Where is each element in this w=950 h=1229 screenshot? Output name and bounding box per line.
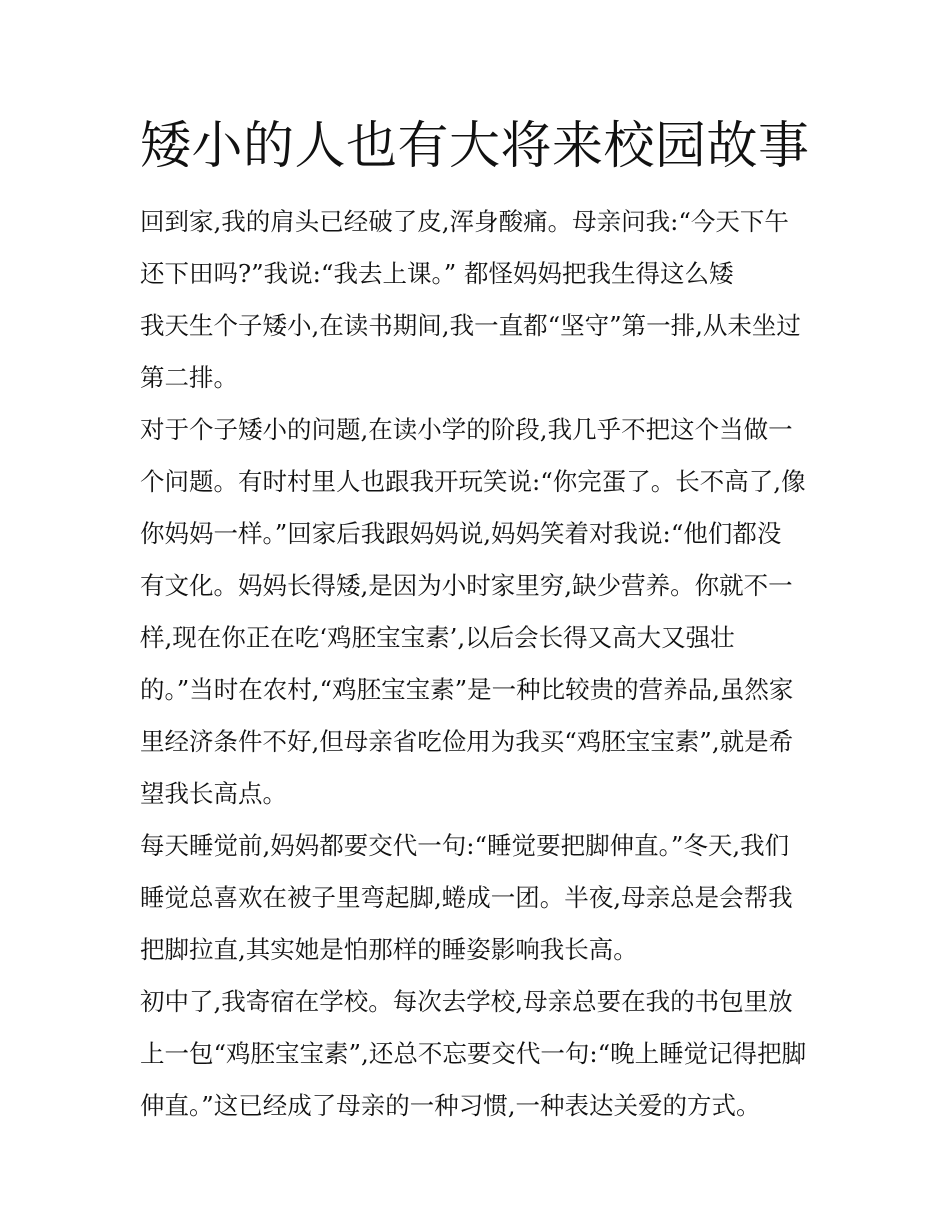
- text-line: 伸直。”这已经成了母亲的一种习惯,一种表达关爱的方式。: [140, 1091, 761, 1120]
- text-line: 个问题。有时村里人也跟我开玩笑说:“你完蛋了。长不高了,像: [140, 467, 806, 496]
- text-line: 里经济条件不好,但母亲省吃俭用为我买“鸡胚宝宝素”,就是希: [140, 727, 794, 756]
- text-line: 回到家,我的肩头已经破了皮,浑身酸痛。母亲问我:“今天下午: [140, 207, 789, 236]
- text-line: 我天生个子矮小,在读书期间,我一直都“坚守”第一排,从未坐过: [140, 311, 801, 340]
- text-line: 还下田吗?”我说:“我去上课。” 都怪妈妈把我生得这么矮: [140, 259, 734, 288]
- text-line: 对于个子矮小的问题,在读小学的阶段,我几乎不把这个当做一: [140, 415, 793, 444]
- document-title: 矮小的人也有大将来校园故事: [140, 117, 810, 176]
- text-line: 睡觉总喜欢在被子里弯起脚,蜷成一团。半夜,母亲总是会帮我: [140, 883, 793, 912]
- text-line: 你妈妈一样。”回家后我跟妈妈说,妈妈笑着对我说:“他们都没: [140, 519, 782, 548]
- text-line: 第二排。: [140, 363, 238, 392]
- text-line: 初中了,我寄宿在学校。每次去学校,母亲总要在我的书包里放: [140, 987, 793, 1016]
- document-body: [140, 196, 820, 1132]
- text-line: 每天睡觉前,妈妈都要交代一句:“睡觉要把脚伸直。”冬天,我们: [140, 831, 790, 860]
- text-line: 样,现在你正在吃‘鸡胚宝宝素’,以后会长得又高大又强壮: [140, 623, 735, 652]
- text-line: 望我长高点。: [140, 779, 287, 808]
- text-line: 有文化。妈妈长得矮,是因为小时家里穷,缺少营养。你就不一: [140, 571, 793, 600]
- text-line: 把脚拉直,其实她是怕那样的睡姿影响我长高。: [140, 935, 638, 964]
- text-line: 上一包“鸡胚宝宝素”,还总不忘要交代一句:“晚上睡觉记得把脚: [140, 1039, 807, 1068]
- text-line: 的。”当时在农村,“鸡胚宝宝素”是一种比较贵的营养品,虽然家: [140, 675, 794, 704]
